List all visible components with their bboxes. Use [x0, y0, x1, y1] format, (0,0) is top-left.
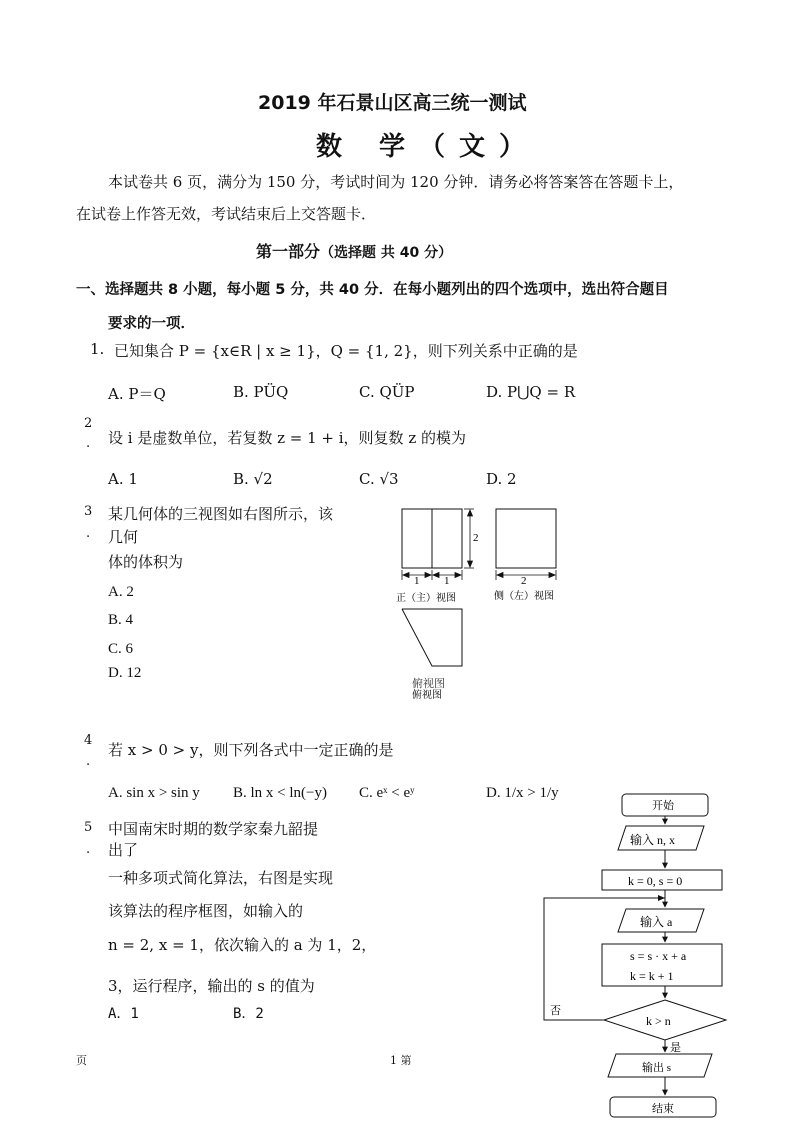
side-view-label: 侧（左）视图	[494, 591, 554, 602]
flow-init-text: k = 0, s = 0	[628, 874, 683, 888]
q3-option-d: D. 12	[108, 665, 142, 681]
front-view	[402, 509, 462, 568]
q3-option-c: C. 6	[108, 641, 134, 657]
intro-line-2: 在试卷上作答无效，考试结束后上交答题卡．	[76, 205, 377, 223]
q4-option-b: B. ln x < ln(−y)	[233, 785, 327, 801]
front-right-width-label: 1	[444, 575, 450, 587]
q2-dot: .	[86, 436, 91, 451]
top-view-label-overlap: 俯视图	[412, 678, 445, 690]
q5-option-b: B．2	[233, 1006, 264, 1022]
flow-end-text: 结束	[652, 1103, 674, 1115]
three-view-figure	[390, 500, 570, 706]
q5-stem-line-4: 该算法的程序框图，如输入的	[108, 902, 304, 920]
q1-option-a: A. P＝Q	[108, 385, 166, 403]
q5-stem-line-2: 出了	[108, 841, 139, 859]
flow-input-a-text: 输入 a	[640, 915, 673, 929]
q2-option-a: A. 1	[108, 470, 138, 488]
q2-option-d: D. 2	[486, 470, 517, 488]
q1-option-c: C. QÜP	[359, 383, 415, 401]
flow-start-text: 开始	[652, 800, 674, 812]
q1-number: 1.	[90, 340, 105, 358]
intro-line-1: 本试卷共 6 页，满分为 150 分，考试时间为 120 分钟．请务必将答案答在答题卡上，	[108, 173, 684, 191]
q3-stem-line-1: 某几何体的三视图如右图所示，该	[108, 505, 334, 523]
q3-dot: .	[86, 526, 91, 541]
q1-stem: 已知集合 P = {x∈R | x ≥ 1}，Q = {1, 2}，则下列关系中正确的是	[114, 342, 578, 360]
q4-dot: .	[86, 754, 91, 769]
section1-line-2: 要求的一项．	[108, 316, 195, 332]
front-view-label: 正（主）视图	[396, 593, 456, 604]
q3-stem-line-3: 体的体积为	[108, 553, 184, 571]
flow-no-label: 否	[550, 1005, 561, 1017]
section1-line-1: 一、选择题共 8 小题，每小题 5 分，共 40 分．在每小题列出的四个选项中，选出符合题目	[76, 282, 669, 298]
exam-title: 2019 年石景山区高三统一测试	[258, 92, 527, 114]
side-view	[496, 509, 556, 568]
q5-stem-line-6: 3，运行程序，输出的 s 的值为	[108, 977, 315, 995]
q4-option-d: D. 1/x > 1/y	[486, 785, 559, 801]
q4-option-a: A. sin x > sin y	[108, 785, 200, 801]
flow-output-text: 输出 s	[642, 1062, 672, 1074]
q4-stem: 若 x > 0 > y，则下列各式中一定正确的是	[108, 741, 394, 759]
q2-option-c: C. √3	[359, 470, 399, 488]
footer-left: 页	[76, 1054, 87, 1067]
flow-yes-label: 是	[670, 1042, 681, 1054]
q2-number: 2	[84, 416, 93, 431]
flowchart	[536, 788, 792, 1122]
flow-condition-text: k > n	[646, 1014, 671, 1028]
footer-page-number: 1 第	[390, 1054, 412, 1067]
q3-option-a: A. 2	[108, 584, 134, 600]
front-height-label: 2	[473, 532, 479, 544]
flow-calc-line-2: k = k + 1	[630, 969, 674, 983]
q2-option-b: B. √2	[233, 470, 273, 488]
q1-option-d: D. P⋃Q = R	[486, 383, 576, 401]
q5-dot: .	[86, 842, 91, 857]
side-width-label: 2	[521, 575, 527, 587]
q1-option-b: B. PÜQ	[233, 383, 289, 401]
q4-option-c: C. eˣ < eʸ	[359, 785, 415, 801]
part1-heading-note: （选择题 共 40 分）	[320, 245, 453, 261]
q4-number: 4	[84, 733, 93, 748]
q2-stem: 设 i 是虚数单位，若复数 z = 1 + i，则复数 z 的模为	[108, 429, 466, 447]
flow-input-nx-text: 输入 n, x	[630, 833, 676, 847]
subject-title: 数 学（文）	[316, 132, 540, 162]
flow-calc-line-1: s = s · x + a	[630, 949, 687, 963]
q3-stem-line-2: 几何	[108, 528, 139, 546]
front-left-width-label: 1	[414, 575, 420, 587]
q5-stem-line-1: 中国南宋时期的数学家秦九韶提	[108, 820, 319, 838]
top-view	[402, 609, 462, 666]
q3-number: 3	[84, 504, 93, 519]
q5-stem-line-3: 一种多项式简化算法，右图是实现	[108, 869, 334, 887]
q3-option-b: B. 4	[108, 612, 134, 628]
q5-option-a: A．1	[108, 1006, 139, 1022]
q5-number: 5	[84, 820, 93, 835]
part1-heading-text: 第一部分	[256, 242, 321, 261]
q5-stem-line-5: n = 2, x = 1，依次输入的 a 为 1，2，	[108, 936, 377, 954]
part1-heading	[256, 239, 452, 262]
top-view-label: 俯视图	[412, 690, 442, 701]
front-width-dimension	[402, 570, 462, 580]
